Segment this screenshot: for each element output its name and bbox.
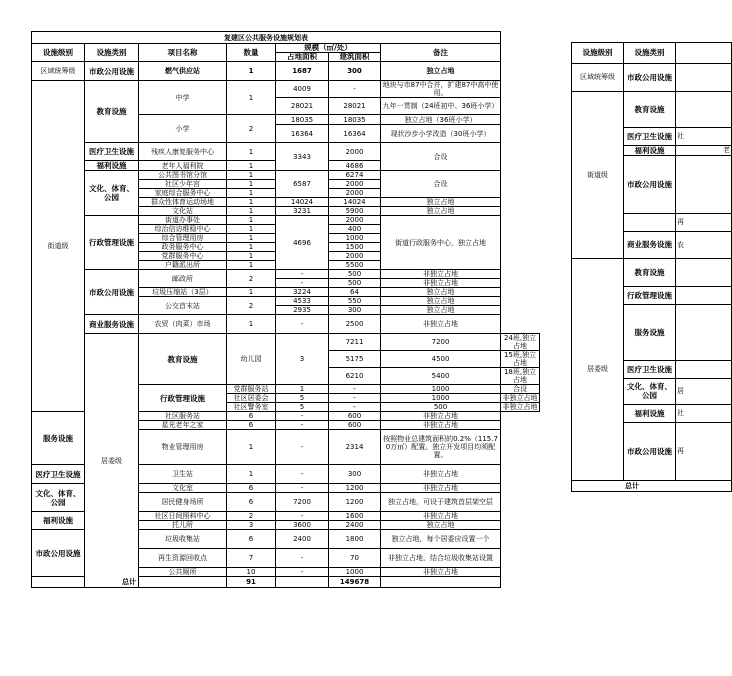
land-cell: 3231 — [276, 207, 329, 216]
land-cell: - — [329, 385, 381, 394]
building-cell: 2000 — [329, 189, 381, 198]
header-level: 设施级别 — [572, 42, 624, 63]
second-sheet — [571, 31, 731, 554]
second-table — [571, 31, 732, 492]
building-cell: 1500 — [329, 243, 381, 252]
item-cell: 邮政所 — [139, 270, 227, 288]
item-cell: 幼儿园 — [227, 334, 276, 385]
category-cell: 医疗卫生设施 — [624, 360, 676, 378]
header-category: 设施类别 — [624, 42, 676, 63]
level-resident: 居委级 — [572, 258, 624, 480]
item-cell: 公共厕所 — [139, 568, 227, 577]
remark-cell: 地块与市87中合并，扩建87中高中使用。 — [381, 81, 501, 98]
land-cell: - — [276, 549, 329, 568]
item-cell: 老 — [676, 145, 732, 155]
land-cell: 4009 — [276, 81, 329, 98]
level-street: 街道级 — [32, 81, 85, 412]
item-cell: 社 — [676, 404, 732, 422]
qty-cell: 1 — [227, 225, 276, 234]
total-land — [276, 577, 329, 588]
category-cell: 市政公用设施 — [624, 155, 676, 213]
category-cell: 医疗卫生设施 — [624, 127, 676, 145]
building-cell: 1000 — [329, 568, 381, 577]
qty-cell: 2 — [227, 270, 276, 288]
building-cell: 1600 — [329, 512, 381, 521]
land-cell: - — [276, 465, 329, 484]
item-cell: 综合管理用房 — [139, 234, 227, 243]
remark-cell: 非独立占地 — [381, 484, 501, 493]
land-cell: 2400 — [276, 530, 329, 549]
land-cell: - — [329, 403, 381, 412]
item-cell: 社区服务站 — [139, 412, 227, 421]
category-cell: 文化、体育、公园 — [624, 378, 676, 404]
remark-cell: 非独立占地 — [381, 315, 501, 334]
remark-cell: 18班,独立占地 — [501, 368, 540, 385]
item-cell — [676, 91, 732, 127]
remark-cell: 独立占地，每个居委应设置一个 — [381, 530, 501, 549]
remark-cell: 独立占地，可设于建筑首层架空层 — [381, 493, 501, 512]
remark-cell: 15班,独立占地 — [501, 351, 540, 368]
item-cell: 政务服务中心 — [139, 243, 227, 252]
building-cell: 1000 — [381, 394, 501, 403]
remark-cell: 独立占地（36班小学） — [381, 115, 501, 125]
qty-cell: 5 — [276, 394, 329, 403]
category-cell: 市政公用设施 — [85, 62, 139, 81]
category-cell: 商业服务设施 — [624, 231, 676, 258]
qty-cell: 1 — [227, 261, 276, 270]
building-cell: 1200 — [329, 493, 381, 512]
qty-cell: 1 — [227, 288, 276, 297]
building-cell: 6274 — [329, 171, 381, 180]
remark-cell: 非独立占地 — [381, 512, 501, 521]
item-cell: 再 — [676, 213, 732, 231]
building-cell: 550 — [329, 297, 381, 306]
remark-cell: 非独立占地 — [502, 394, 538, 402]
category-cell: 市政公用设施 — [85, 270, 139, 315]
category-cell: 福利设施 — [85, 161, 139, 171]
item-cell: 社区日间照料中心 — [139, 512, 227, 521]
building-cell: 300 — [329, 465, 381, 484]
category-cell: 行政管理设施 — [85, 216, 139, 270]
land-cell: - — [276, 279, 329, 288]
remark-cell: 独立占地 — [381, 198, 501, 207]
level-regional: 区域统筹级 — [572, 63, 624, 91]
land-cell: 28021 — [276, 98, 329, 115]
item-cell: 农 — [676, 231, 732, 258]
qty-cell: 1 — [227, 243, 276, 252]
building-cell: 4686 — [329, 161, 381, 171]
category-cell: 行政管理设施 — [624, 286, 676, 304]
land-cell: - — [276, 484, 329, 493]
item-cell: 再 — [676, 422, 732, 480]
building-cell: 4500 — [381, 351, 501, 368]
remark-cell: 非独立占地 — [381, 279, 501, 288]
land-cell: - — [276, 568, 329, 577]
remark-cell: 现状沙步小学改造（30班小学） — [381, 125, 501, 143]
remark-cell: 非独立占地 — [381, 421, 501, 430]
remark-cell: 独立占地 — [381, 207, 501, 216]
qty-cell: 2 — [227, 297, 276, 315]
item-cell: 社 — [676, 127, 732, 145]
category-cell-continued — [624, 213, 676, 231]
category-cell: 市政公用设施 — [624, 422, 676, 480]
item-cell: 居 — [676, 378, 732, 404]
qty-cell: 1 — [227, 207, 276, 216]
qty-cell: 1 — [227, 180, 276, 189]
item-cell: 物业管理用房 — [139, 430, 227, 465]
qty-cell: 1 — [276, 385, 329, 394]
qty-cell: 1 — [227, 62, 276, 81]
building-cell: 2000 — [329, 143, 381, 161]
total-qty: 91 — [227, 577, 276, 588]
remark-cell: 街道行政服务中心，独立占地 — [381, 216, 501, 270]
remark-cell: 独立占地 — [381, 521, 501, 530]
category-cell: 教育设施 — [85, 81, 139, 143]
second-title-space — [572, 31, 732, 42]
header-level: 设施级别 — [32, 44, 85, 62]
item-cell — [676, 360, 732, 378]
item-cell: 托儿所 — [139, 521, 227, 530]
building-cell: 1800 — [329, 530, 381, 549]
facility-table — [31, 31, 540, 588]
building-cell: 2000 — [329, 216, 381, 225]
qty-cell: 3 — [276, 334, 329, 385]
building-cell: 600 — [329, 412, 381, 421]
category-cell: 市政公用设施 — [624, 63, 676, 91]
qty-cell: 2 — [227, 512, 276, 521]
qty-cell: 2 — [227, 115, 276, 143]
qty-cell: 1 — [227, 315, 276, 334]
total-building: 149678 — [329, 577, 381, 588]
land-cell: 2935 — [276, 306, 329, 315]
land-cell: 6210 — [329, 368, 381, 385]
category-cell: 医疗卫生设施 — [85, 143, 139, 161]
category-cell: 文化、体育、公园 — [32, 484, 85, 512]
building-cell: 2500 — [329, 315, 381, 334]
remark-cell: 24班,独立占地 — [501, 334, 540, 351]
qty-cell: 6 — [227, 412, 276, 421]
item-cell: 燃气供应站 — [139, 62, 227, 81]
remark-cell: 非独立占地 — [381, 412, 501, 421]
item-cell: 公交首末站 — [139, 297, 227, 315]
header-land: 占地面积 — [276, 53, 329, 62]
qty-cell: 6 — [227, 530, 276, 549]
land-cell: 4696 — [276, 216, 329, 270]
building-cell: 2314 — [329, 430, 381, 465]
item-cell: 小学 — [139, 115, 227, 143]
item-cell: 垃圾收集站 — [139, 530, 227, 549]
qty-cell: 1 — [227, 189, 276, 198]
land-cell: 1687 — [276, 62, 329, 81]
item-cell — [676, 258, 732, 286]
item-cell: 社区少年宫 — [139, 180, 227, 189]
qty-cell: 10 — [227, 568, 276, 577]
land-cell: 18035 — [276, 115, 329, 125]
building-cell: 500 — [329, 270, 381, 279]
land-cell: 7200 — [276, 493, 329, 512]
building-cell: 2000 — [329, 252, 381, 261]
building-cell: 400 — [329, 225, 381, 234]
building-cell: 500 — [329, 279, 381, 288]
remark-cell: 非独立占地 — [381, 465, 501, 484]
building-cell: 600 — [329, 421, 381, 430]
category-cell: 市政公用设施 — [32, 530, 85, 577]
category-cell: 服务设施 — [624, 304, 676, 360]
header-scale: 规模（㎡/处） — [276, 44, 381, 53]
remark-cell: 按照物业总建筑面积的0.2%（115.70万㎡）配置。独立开发项目均须配置。 — [381, 430, 501, 465]
total-label: 总计 — [572, 480, 732, 491]
item-cell: 社区居委会 — [227, 394, 276, 403]
item-cell: 文化站 — [139, 207, 227, 216]
land-cell: - — [276, 270, 329, 279]
item-cell: 老年人福利院 — [139, 161, 227, 171]
item-cell — [676, 155, 732, 213]
category-cell: 福利设施 — [624, 404, 676, 422]
land-cell: 4533 — [276, 297, 329, 306]
building-cell: 1200 — [329, 484, 381, 493]
item-cell: 街道办事处 — [139, 216, 227, 225]
building-cell: 28021 — [329, 98, 381, 115]
building-cell: 70 — [329, 549, 381, 568]
category-cell: 行政管理设施 — [139, 385, 227, 412]
land-cell: 7211 — [329, 334, 381, 351]
building-cell: 1000 — [329, 234, 381, 243]
item-cell: 农贸（肉菜）市场 — [139, 315, 227, 334]
item-cell: 综治信访维稳中心 — [139, 225, 227, 234]
item-cell: 公共图书馆分馆 — [139, 171, 227, 180]
remark-cell: 合设 — [501, 385, 540, 394]
remark-cell: 独立占地 — [381, 288, 501, 297]
remark-cell: 九年一贯制（24班初中、36班小学） — [381, 98, 501, 115]
building-cell: 5400 — [381, 368, 501, 385]
land-cell: - — [276, 430, 329, 465]
item-cell: 残疾人康复服务中心 — [139, 143, 227, 161]
qty-cell: 1 — [227, 430, 276, 465]
item-cell: 群众性体育运动场地 — [139, 198, 227, 207]
land-cell: 3600 — [276, 521, 329, 530]
header-qty: 数量 — [227, 44, 276, 62]
qty-cell: 6 — [227, 493, 276, 512]
qty-cell: 1 — [227, 198, 276, 207]
building-cell: 5500 — [329, 261, 381, 270]
building-cell: 5900 — [329, 207, 381, 216]
qty-cell: 5 — [276, 403, 329, 412]
building-cell: 64 — [329, 288, 381, 297]
qty-cell: 1 — [227, 234, 276, 243]
building-cell: 18035 — [329, 115, 381, 125]
land-cell: - — [276, 421, 329, 430]
qty-cell: 3 — [227, 521, 276, 530]
land-cell: - — [329, 394, 381, 403]
qty-cell: 1 — [227, 81, 276, 115]
item-cell: 社区警务室 — [227, 403, 276, 412]
item-cell — [676, 286, 732, 304]
category-cell: 教育设施 — [624, 258, 676, 286]
remark-cell: 非独立占地 — [381, 568, 501, 577]
remark-cell: 非独立占地，结合垃圾收集站设置 — [381, 549, 501, 568]
level-regional: 区域统筹级 — [32, 62, 85, 81]
remark-cell: 独立占地 — [381, 297, 501, 306]
item-cell: 党群服务站 — [227, 385, 276, 394]
remark-cell: 独立占地 — [381, 306, 501, 315]
building-cell: 300 — [329, 62, 381, 81]
header-category: 设施类别 — [85, 44, 139, 62]
building-cell: 16364 — [329, 125, 381, 143]
total-label: 总计 — [32, 577, 227, 588]
item-cell — [676, 304, 732, 360]
category-cell: 教育设施 — [624, 91, 676, 127]
header-building: 建筑面积 — [329, 53, 381, 62]
qty-cell: 1 — [227, 143, 276, 161]
item-cell: 文化室 — [139, 484, 227, 493]
table-title: 复建区公共服务设施规划表 — [32, 32, 501, 44]
level-resident: 居委级 — [85, 334, 139, 588]
land-cell: - — [276, 315, 329, 334]
item-cell: 党群服务中心 — [139, 252, 227, 261]
item-cell: 垃圾压缩站（3层） — [139, 288, 227, 297]
remark-cell: 独立占地 — [381, 62, 501, 81]
land-cell: - — [276, 512, 329, 521]
item-cell: 户籍派出所 — [139, 261, 227, 270]
item-cell: 再生资源回收点 — [139, 549, 227, 568]
building-cell: 1000 — [381, 385, 501, 394]
item-cell: 居民健身场所 — [139, 493, 227, 512]
remark-cell: 非独立占地 — [381, 270, 501, 279]
qty-cell: 1 — [227, 252, 276, 261]
item-cell: 家庭综合服务中心 — [139, 189, 227, 198]
land-cell: 6587 — [276, 171, 329, 198]
building-cell: - — [329, 81, 381, 98]
building-cell: 500 — [381, 403, 501, 412]
category-cell: 服务设施 — [32, 412, 85, 465]
land-cell: 3224 — [276, 288, 329, 297]
item-cell: 卫生站 — [139, 465, 227, 484]
total-remark — [381, 577, 501, 588]
header-item — [676, 42, 732, 63]
remark-cell: 合设 — [381, 143, 501, 171]
remark-cell: 合设 — [381, 171, 501, 198]
category-cell: 医疗卫生设施 — [32, 465, 85, 484]
qty-cell: 1 — [227, 161, 276, 171]
category-cell: 福利设施 — [624, 145, 676, 155]
building-cell: 2400 — [329, 521, 381, 530]
level-street: 街道级 — [572, 91, 624, 258]
building-cell: 2000 — [329, 180, 381, 189]
land-cell: 5175 — [329, 351, 381, 368]
qty-cell: 6 — [227, 421, 276, 430]
remark-cell: 非独立占地 — [502, 403, 538, 411]
building-cell: 300 — [329, 306, 381, 315]
header-item: 项目名称 — [139, 44, 227, 62]
item-cell: 中学 — [139, 81, 227, 115]
header-remark: 备注 — [381, 44, 501, 62]
item-cell — [676, 63, 732, 91]
land-cell: 16364 — [276, 125, 329, 143]
building-cell: 7200 — [381, 334, 501, 351]
category-cell: 商业服务设施 — [85, 315, 139, 334]
qty-cell: 1 — [227, 171, 276, 180]
land-cell: 14024 — [276, 198, 329, 207]
qty-cell: 6 — [227, 484, 276, 493]
main-sheet — [31, 31, 540, 588]
item-cell: 星光老年之家 — [139, 421, 227, 430]
land-cell: - — [276, 412, 329, 421]
category-cell: 文化、体育、公园 — [85, 171, 139, 216]
qty-cell: 1 — [227, 465, 276, 484]
category-cell: 福利设施 — [32, 512, 85, 530]
qty-cell: 1 — [227, 216, 276, 225]
qty-cell: 7 — [227, 549, 276, 568]
land-cell: 3343 — [276, 143, 329, 171]
building-cell: 14024 — [329, 198, 381, 207]
category-cell: 教育设施 — [139, 334, 227, 385]
